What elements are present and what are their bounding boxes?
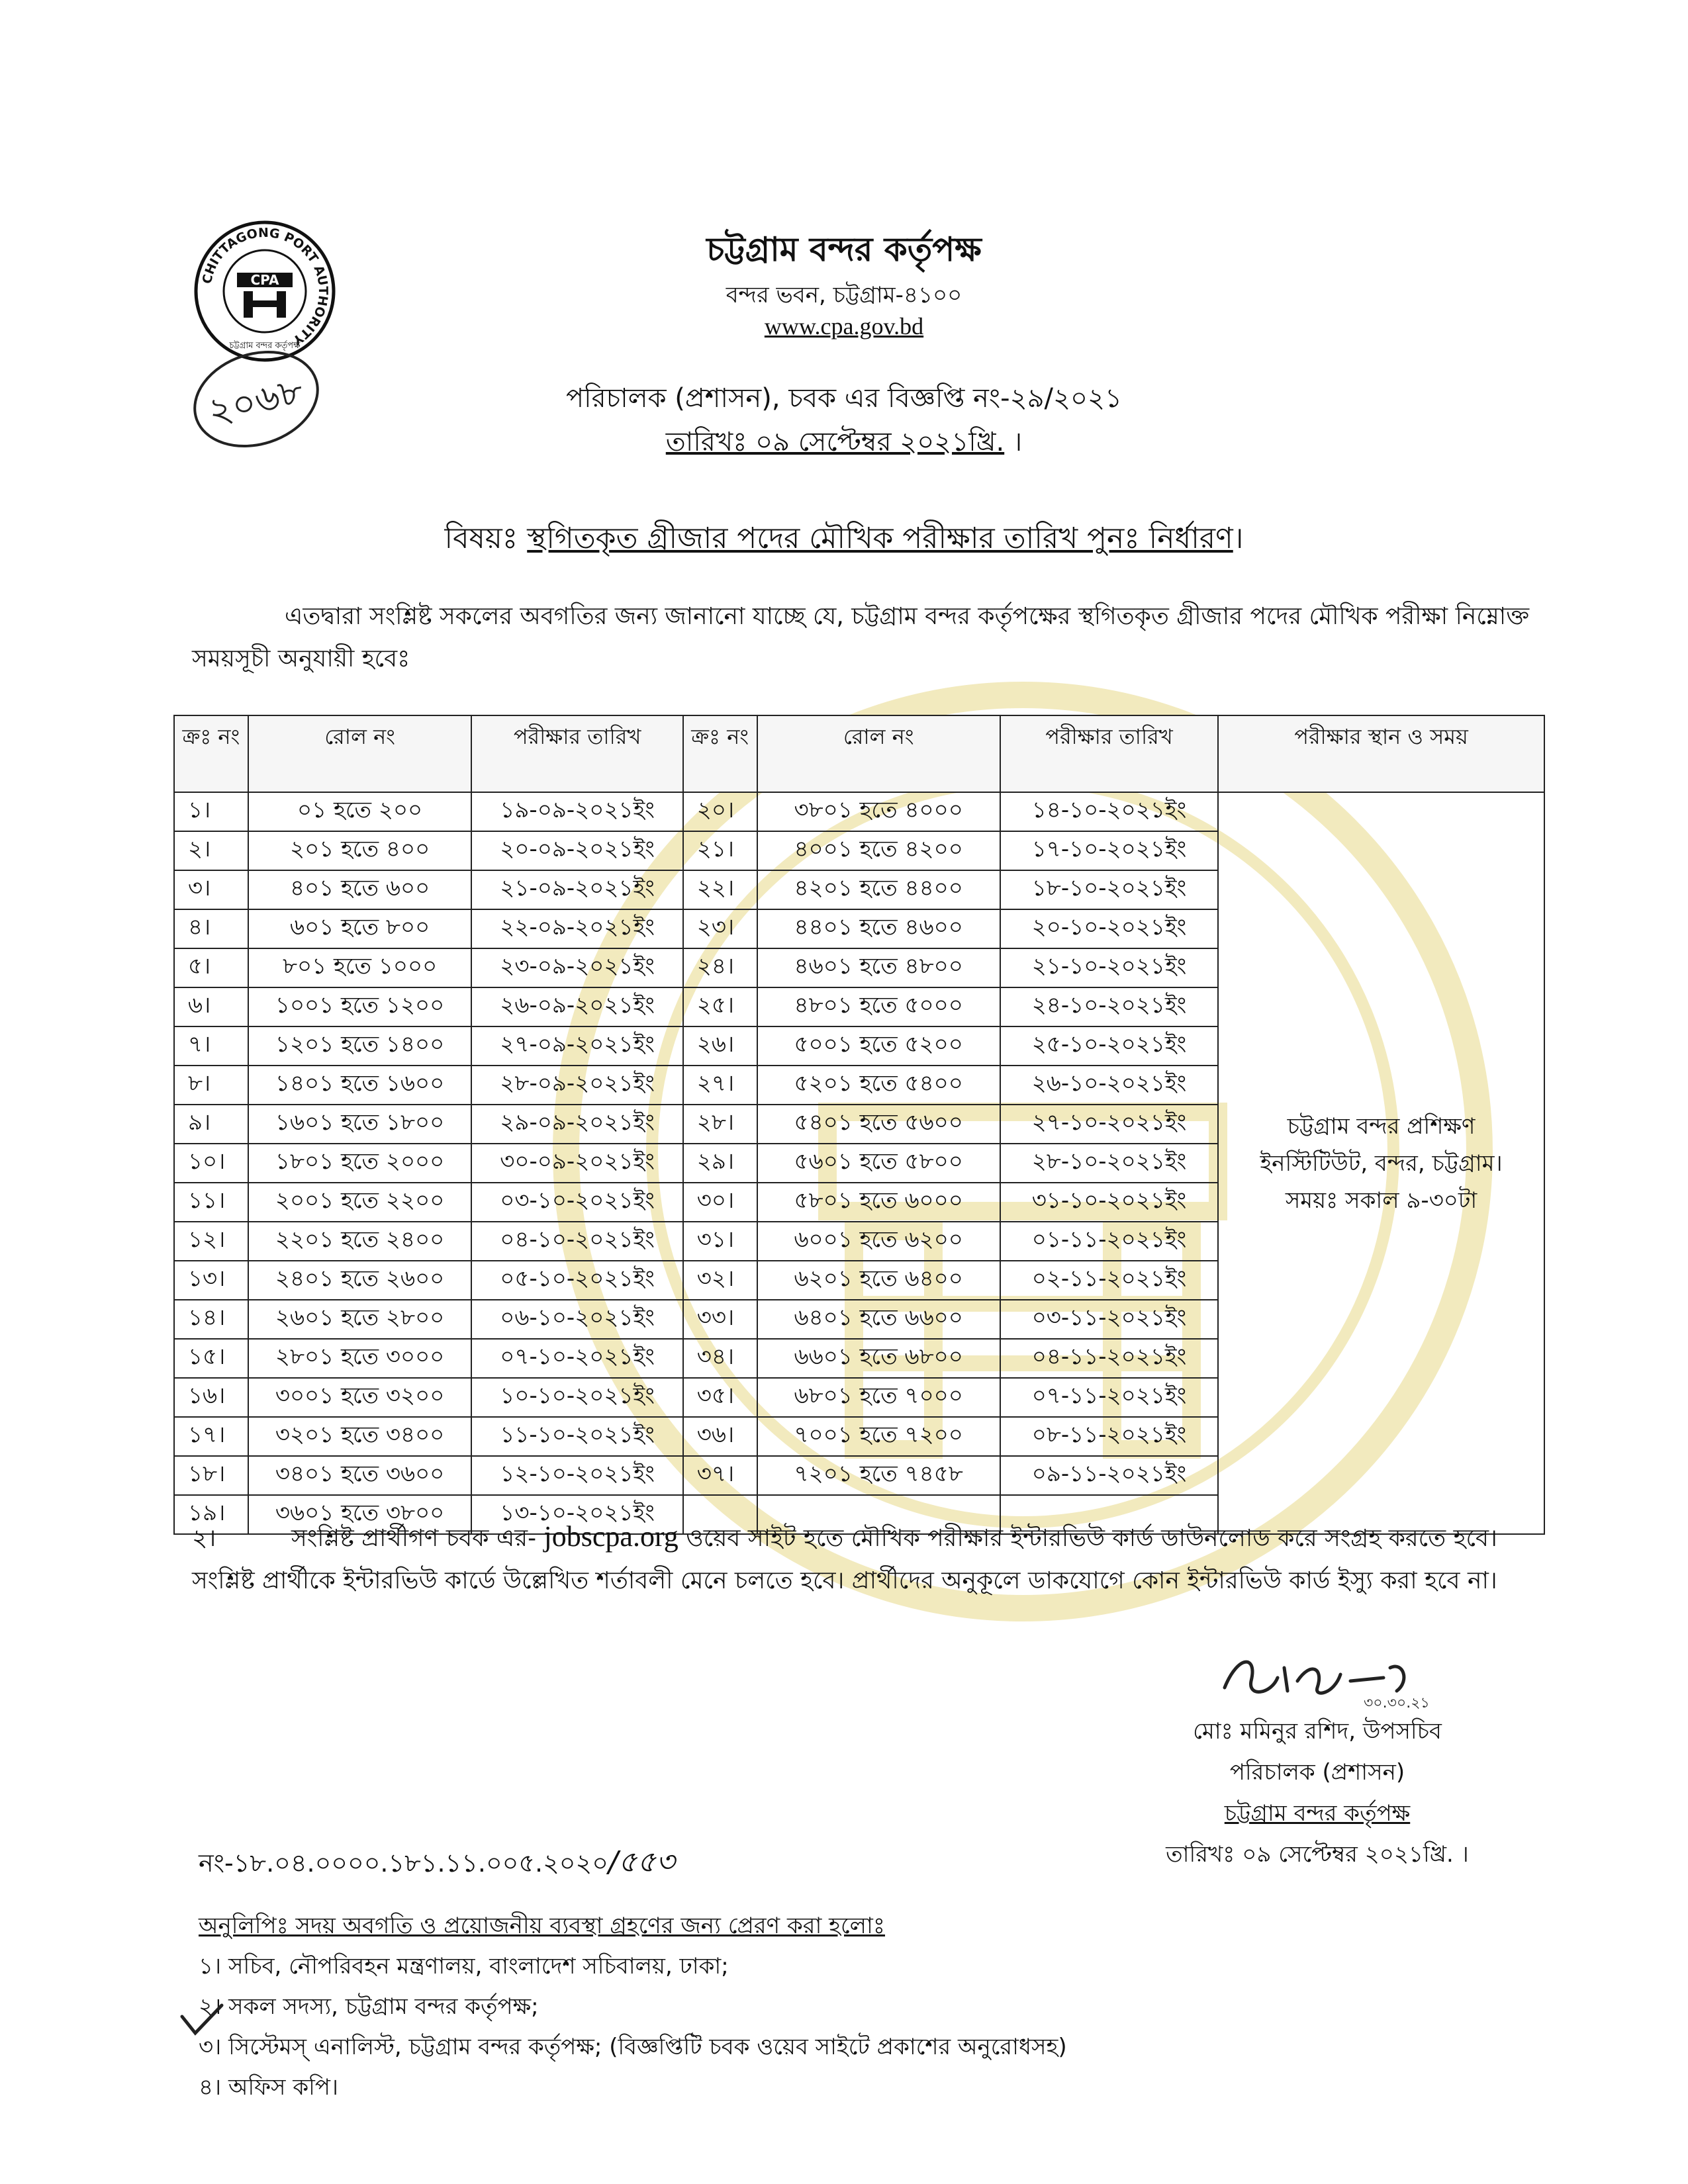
cell-date-2: ২৪-১০-২০২১ইং (1000, 987, 1218, 1026)
cc-item: ৩। সিস্টেমস্ এনালিস্ট, চট্টগ্রাম বন্দর কর্তৃপক্ষ; (বিজ্ঞপ্তিটি চবক ওয়েব সাইটে প্রকাশের অনুরোধসহ) (199, 2034, 1067, 2060)
cell-sl: ১৩। (174, 1261, 248, 1300)
cell-roll: ২০১ হতে ৪০০ (248, 831, 472, 870)
cell-date: ১৯-০৯-২০২১ইং (471, 792, 682, 831)
cell-date: ১৩-১০-২০২১ইং (471, 1495, 682, 1534)
venue-line: সময়ঃ সকাল ৯-৩০টা (1285, 1187, 1477, 1214)
cell-roll-2: ৫৮০১ হতে ৬০০০ (757, 1183, 1000, 1222)
cell-roll: ৩২০১ হতে ৩৪০০ (248, 1417, 472, 1456)
cell-date: ১০-১০-২০২১ইং (471, 1378, 682, 1417)
cell-roll-2: ৬২০১ হতে ৬৪০০ (757, 1261, 1000, 1300)
cell-roll: ১৮০১ হতে ২০০০ (248, 1144, 472, 1183)
cell-roll-2: ৫২০১ হতে ৫৪০০ (757, 1066, 1000, 1105)
cell-date-2: ২৮-১০-২০২১ইং (1000, 1144, 1218, 1183)
cell-roll-2: ৭২০১ হতে ৭৪৫৮ (757, 1456, 1000, 1495)
signature-handwritten (1211, 1641, 1430, 1714)
cell-sl: ৫। (174, 948, 248, 987)
cell-roll: ২৪০১ হতে ২৬০০ (248, 1261, 472, 1300)
cell-roll: ৬০১ হতে ৮০০ (248, 909, 472, 948)
cell-date-2: ২০-১০-২০২১ইং (1000, 909, 1218, 948)
cell-sl-2: ৩১। (683, 1222, 757, 1261)
cell-date-2: ০২-১১-২০২১ইং (1000, 1261, 1218, 1300)
header-sl: ক্রঃ নং (174, 715, 248, 792)
cell-roll-2: ৫৪০১ হতে ৫৬০০ (757, 1105, 1000, 1144)
cell-sl-2: ২৬। (683, 1026, 757, 1066)
cell-sl-2: ৩৬। (683, 1417, 757, 1456)
table-row (174, 792, 1544, 831)
cell-roll-2: ৪২০১ হতে ৪৪০০ (757, 870, 1000, 909)
handwritten-tick-mark (179, 2000, 225, 2040)
cell-date: ১২-১০-২০২১ইং (471, 1456, 682, 1495)
cell-date: ০৬-১০-২০২১ইং (471, 1300, 682, 1339)
cell-roll: ২৬০১ হতে ২৮০০ (248, 1300, 472, 1339)
cell-sl-2: ২৯। (683, 1144, 757, 1183)
cell-sl-2: ৩৫। (683, 1378, 757, 1417)
cell-roll: ৩৪০১ হতে ৩৬০০ (248, 1456, 472, 1495)
cell-sl: ১। (174, 792, 248, 831)
cc-item: ৪। অফিস কপি। (199, 2074, 339, 2101)
cc-item: ২। সকল সদস্য, চট্টগ্রাম বন্দর কর্তৃপক্ষ; (199, 1993, 539, 2020)
cell-sl: ১৬। (174, 1378, 248, 1417)
header-date: পরীক্ষার তারিখ (471, 715, 682, 792)
cell-sl-2: ৩৭। (683, 1456, 757, 1495)
paragraph-number: ২। (192, 1525, 216, 1552)
cell-roll: ২০০১ হতে ২২০০ (248, 1183, 472, 1222)
cell-date-2: ২১-১০-২০২১ইং (1000, 948, 1218, 987)
cell-date: ২৯-০৯-২০২১ইং (471, 1105, 682, 1144)
venue-line: চট্টগ্রাম বন্দর প্রশিক্ষণ (1287, 1113, 1476, 1140)
cell-date-2: ০৯-১১-২০২১ইং (1000, 1456, 1218, 1495)
subject-text: স্থগিতকৃত গ্রীজার পদের মৌখিক পরীক্ষার তারিখ পুনঃ নির্ধারণ (527, 522, 1233, 555)
paragraph-intro: এতদ্বারা সংশ্লিষ্ট সকলের অবগতির জন্য জানানো যাচ্ছে যে, চট্টগ্রাম বন্দর কর্তৃপক্ষের স্থগিতকৃত গ্রীজার পদের মৌখিক পরীক্ষা নিম্নোক্ত সময়সূচী অনুযায়ী হবেঃ (192, 603, 1530, 672)
subject-label: বিষয়ঃ (444, 522, 528, 555)
cell-sl-2: ২৩। (683, 909, 757, 948)
cell-date: ১১-১০-২০২১ইং (471, 1417, 682, 1456)
logo-mark: CPA (250, 272, 279, 288)
memo-number: নং-১৮.০৪.০০০০.১৮১.১১.০০৫.২০২০/৫৫৩ (199, 1845, 675, 1879)
cell-sl: ১৯। (174, 1495, 248, 1534)
cell-sl: ১৮। (174, 1456, 248, 1495)
cell-date-2: ৩১-১০-২০২১ইং (1000, 1183, 1218, 1222)
cell-sl: ৩। (174, 870, 248, 909)
paragraph-download: ২। সংশ্লিষ্ট প্রার্থীগণ চবক এর- jobscpa.org ওয়েব সাইট হতে মৌখিক পরীক্ষার ইন্টারভিউ কার্ড ডাউনলোড করে সংগ্রহ করতে হবে। সংশ্লিষ্ট প্রার্থীকে ইন্টারভিউ কার্ডে উল্লেখিত শর্তাবলী মেনে চলতে হবে। প্রার্থীদের অনুকূলে ডাকযোগে কোন ইন্টারভিউ কার্ড ইস্যু করা হবে না। (192, 1516, 1536, 1602)
cell-sl-2: ২৭। (683, 1066, 757, 1105)
header-sl-2: ক্রঃ নং (683, 715, 757, 792)
memo-handwritten: /৫৫৩ (608, 1845, 675, 1879)
notice-subject: বিষয়ঃ স্থগিতকৃত গ্রীজার পদের মৌখিক পরীক্ষার তারিখ পুনঃ নির্ধারণ। (444, 522, 1244, 555)
cell-date-2: ০৪-১১-২০২১ইং (1000, 1339, 1218, 1378)
logo-bottom-text: চট্টগ্রাম বন্দর কর্তৃপক্ষ (229, 341, 301, 351)
schedule-table (173, 715, 1545, 1535)
cell-date-2: ১৭-১০-২০২১ইং (1000, 831, 1218, 870)
cell-roll-2: ৩৮০১ হতে ৪০০০ (757, 792, 1000, 831)
cell-date: ২২-০৯-২০২১ইং (471, 909, 682, 948)
cell-sl-2: ৩৩। (683, 1300, 757, 1339)
cell-sl: ৪। (174, 909, 248, 948)
cell-roll: ৮০১ হতে ১০০০ (248, 948, 472, 987)
cell-sl: ১২। (174, 1222, 248, 1261)
jobs-site-link[interactable]: jobscpa.org (543, 1520, 679, 1553)
notice-title: পরিচালক (প্রশাসন), চবক এর বিজ্ঞপ্তি নং-২৯/২০২১ (565, 383, 1122, 414)
cell-roll: ৩০০১ হতে ৩২০০ (248, 1378, 472, 1417)
cell-date: ৩০-০৯-২০২১ইং (471, 1144, 682, 1183)
header-venue: পরীক্ষার স্থান ও সময় (1218, 715, 1544, 792)
cell-roll-2: ৬৪০১ হতে ৬৬০০ (757, 1300, 1000, 1339)
cell-date: ২০-০৯-২০২১ইং (471, 831, 682, 870)
cell-date-2: ০৩-১১-২০২১ইং (1000, 1300, 1218, 1339)
cell-venue (1218, 792, 1544, 1534)
cc-list (199, 1906, 1067, 2108)
cell-date-2: ১৮-১০-২০২১ইং (1000, 870, 1218, 909)
website-link[interactable]: www.cpa.gov.bd (764, 313, 924, 340)
cell-date: ২৭-০৯-২০২১ইং (471, 1026, 682, 1066)
cell-sl-2: ৩৪। (683, 1339, 757, 1378)
venue-line: ইনস্টিটিউট, বন্দর, চট্টগ্রাম। (1260, 1150, 1503, 1177)
cell-roll-2: ৬৬০১ হতে ৬৮০০ (757, 1339, 1000, 1378)
cell-roll-2: ৪০০১ হতে ৪২০০ (757, 831, 1000, 870)
signature-block (1086, 1711, 1549, 1875)
table-header-row (174, 715, 1544, 792)
cell-date: ০৩-১০-২০২১ইং (471, 1183, 682, 1222)
cell-sl: ১৫। (174, 1339, 248, 1378)
cell-date-2: ২৭-১০-২০২১ইং (1000, 1105, 1218, 1144)
org-website[interactable] (0, 312, 1688, 340)
header-date-2: পরীক্ষার তারিখ (1000, 715, 1218, 792)
cell-sl-2: ২৫। (683, 987, 757, 1026)
header-roll-2: রোল নং (757, 715, 1000, 792)
cell-sl: ৯। (174, 1105, 248, 1144)
svg-text:৩০.৩০.২১: ৩০.৩০.২১ (1364, 1695, 1430, 1711)
cell-sl-2: ৩০। (683, 1183, 757, 1222)
cell-date-2: ১৪-১০-২০২১ইং (1000, 792, 1218, 831)
logo-ring-text: CHITTAGONG PORT AUTHORITY (199, 225, 331, 348)
cell-roll-2: ৪৬০১ হতে ৪৮০০ (757, 948, 1000, 987)
cell-sl: ১৭। (174, 1417, 248, 1456)
cell-date: ০৫-১০-২০২১ইং (471, 1261, 682, 1300)
cell-date: ০৭-১০-২০২১ইং (471, 1339, 682, 1378)
cell-date: ২১-০৯-২০২১ইং (471, 870, 682, 909)
cc-heading: অনুলিপিঃ সদয় অবগতি ও প্রয়োজনীয় ব্যবস্থা গ্রহণের জন্য প্রেরণ করা হলোঃ (199, 1913, 885, 1939)
cell-sl-2: ২১। (683, 831, 757, 870)
cell-roll: ১০০১ হতে ১২০০ (248, 987, 472, 1026)
cell-sl-2: ২২। (683, 870, 757, 909)
cell-sl-2: ২৪। (683, 948, 757, 987)
cell-date: ২৮-০৯-২০২১ইং (471, 1066, 682, 1105)
notice-date-text: তারিখঃ ০৯ সেপ্টেম্বর ২০২১খ্রি. (665, 427, 1005, 457)
cell-roll-2: ৭০০১ হতে ৭২০০ (757, 1417, 1000, 1456)
cell-roll-2: ৬০০১ হতে ৬২০০ (757, 1222, 1000, 1261)
cell-sl: ১০। (174, 1144, 248, 1183)
cell-date-2: ২৬-১০-২০২১ইং (1000, 1066, 1218, 1105)
cell-date: ২৬-০৯-২০২১ইং (471, 987, 682, 1026)
cell-roll: ১৬০১ হতে ১৮০০ (248, 1105, 472, 1144)
cell-roll-2: ৬৮০১ হতে ৭০০০ (757, 1378, 1000, 1417)
cell-date-2: ০১-১১-২০২১ইং (1000, 1222, 1218, 1261)
cell-date-2: ০৭-১১-২০২১ইং (1000, 1378, 1218, 1417)
cell-sl: ১১। (174, 1183, 248, 1222)
cell-roll: ৩৬০১ হতে ৩৮০০ (248, 1495, 472, 1534)
org-address: বন্দর ভবন, চট্টগ্রাম-৪১০০ (726, 282, 962, 308)
cell-date-2: ২৫-১০-২০২১ইং (1000, 1026, 1218, 1066)
cell-roll: ২২০১ হতে ২৪০০ (248, 1222, 472, 1261)
cell-date: ২৩-০৯-২০২১ইং (471, 948, 682, 987)
cell-sl-2: ৩২। (683, 1261, 757, 1300)
cell-roll-2: ৪৪০১ হতে ৪৬০০ (757, 909, 1000, 948)
signatory-designation: পরিচালক (প্রশাসন) (1229, 1759, 1405, 1786)
cell-date: ০৪-১০-২০২১ইং (471, 1222, 682, 1261)
cell-sl-2: ২০। (683, 792, 757, 831)
header-roll: রোল নং (248, 715, 472, 792)
notice-date: তারিখঃ ০৯ সেপ্টেম্বর ২০২১খ্রি. । (665, 427, 1023, 457)
org-name: চট্টগ্রাম বন্দর কর্তৃপক্ষ (706, 230, 982, 269)
signatory-org: চট্টগ্রাম বন্দর কর্তৃপক্ষ (1224, 1800, 1411, 1827)
signature-date: তারিখঃ ০৯ সেপ্টেম্বর ২০২১খ্রি. । (1166, 1841, 1469, 1868)
cell-roll: ৪০১ হতে ৬০০ (248, 870, 472, 909)
cell-sl: ১৪। (174, 1300, 248, 1339)
signatory-name: মোঃ মমিনুর রশিদ, উপসচিব (1193, 1718, 1442, 1745)
cell-sl: ২। (174, 831, 248, 870)
cell-sl-2: ২৮। (683, 1105, 757, 1144)
cell-roll: ০১ হতে ২০০ (248, 792, 472, 831)
cell-roll: ২৮০১ হতে ৩০০০ (248, 1339, 472, 1378)
cell-date-2: ০৮-১১-২০২১ইং (1000, 1417, 1218, 1456)
cell-sl: ৭। (174, 1026, 248, 1066)
cell-roll-2: ৪৮০১ হতে ৫০০০ (757, 987, 1000, 1026)
cc-item: ১। সচিব, নৌপরিবহন মন্ত্রণালয়, বাংলাদেশ সচিবালয়, ঢাকা; (199, 1953, 729, 1979)
cell-roll-2: ৫৬০১ হতে ৫৮০০ (757, 1144, 1000, 1183)
cell-roll: ১২০১ হতে ১৪০০ (248, 1026, 472, 1066)
svg-text:২০৬৮: ২০৬৮ (203, 369, 308, 434)
cell-sl: ৬। (174, 987, 248, 1026)
cell-sl: ৮। (174, 1066, 248, 1105)
cell-roll: ১৪০১ হতে ১৬০০ (248, 1066, 472, 1105)
cell-roll-2: ৫০০১ হতে ৫২০০ (757, 1026, 1000, 1066)
